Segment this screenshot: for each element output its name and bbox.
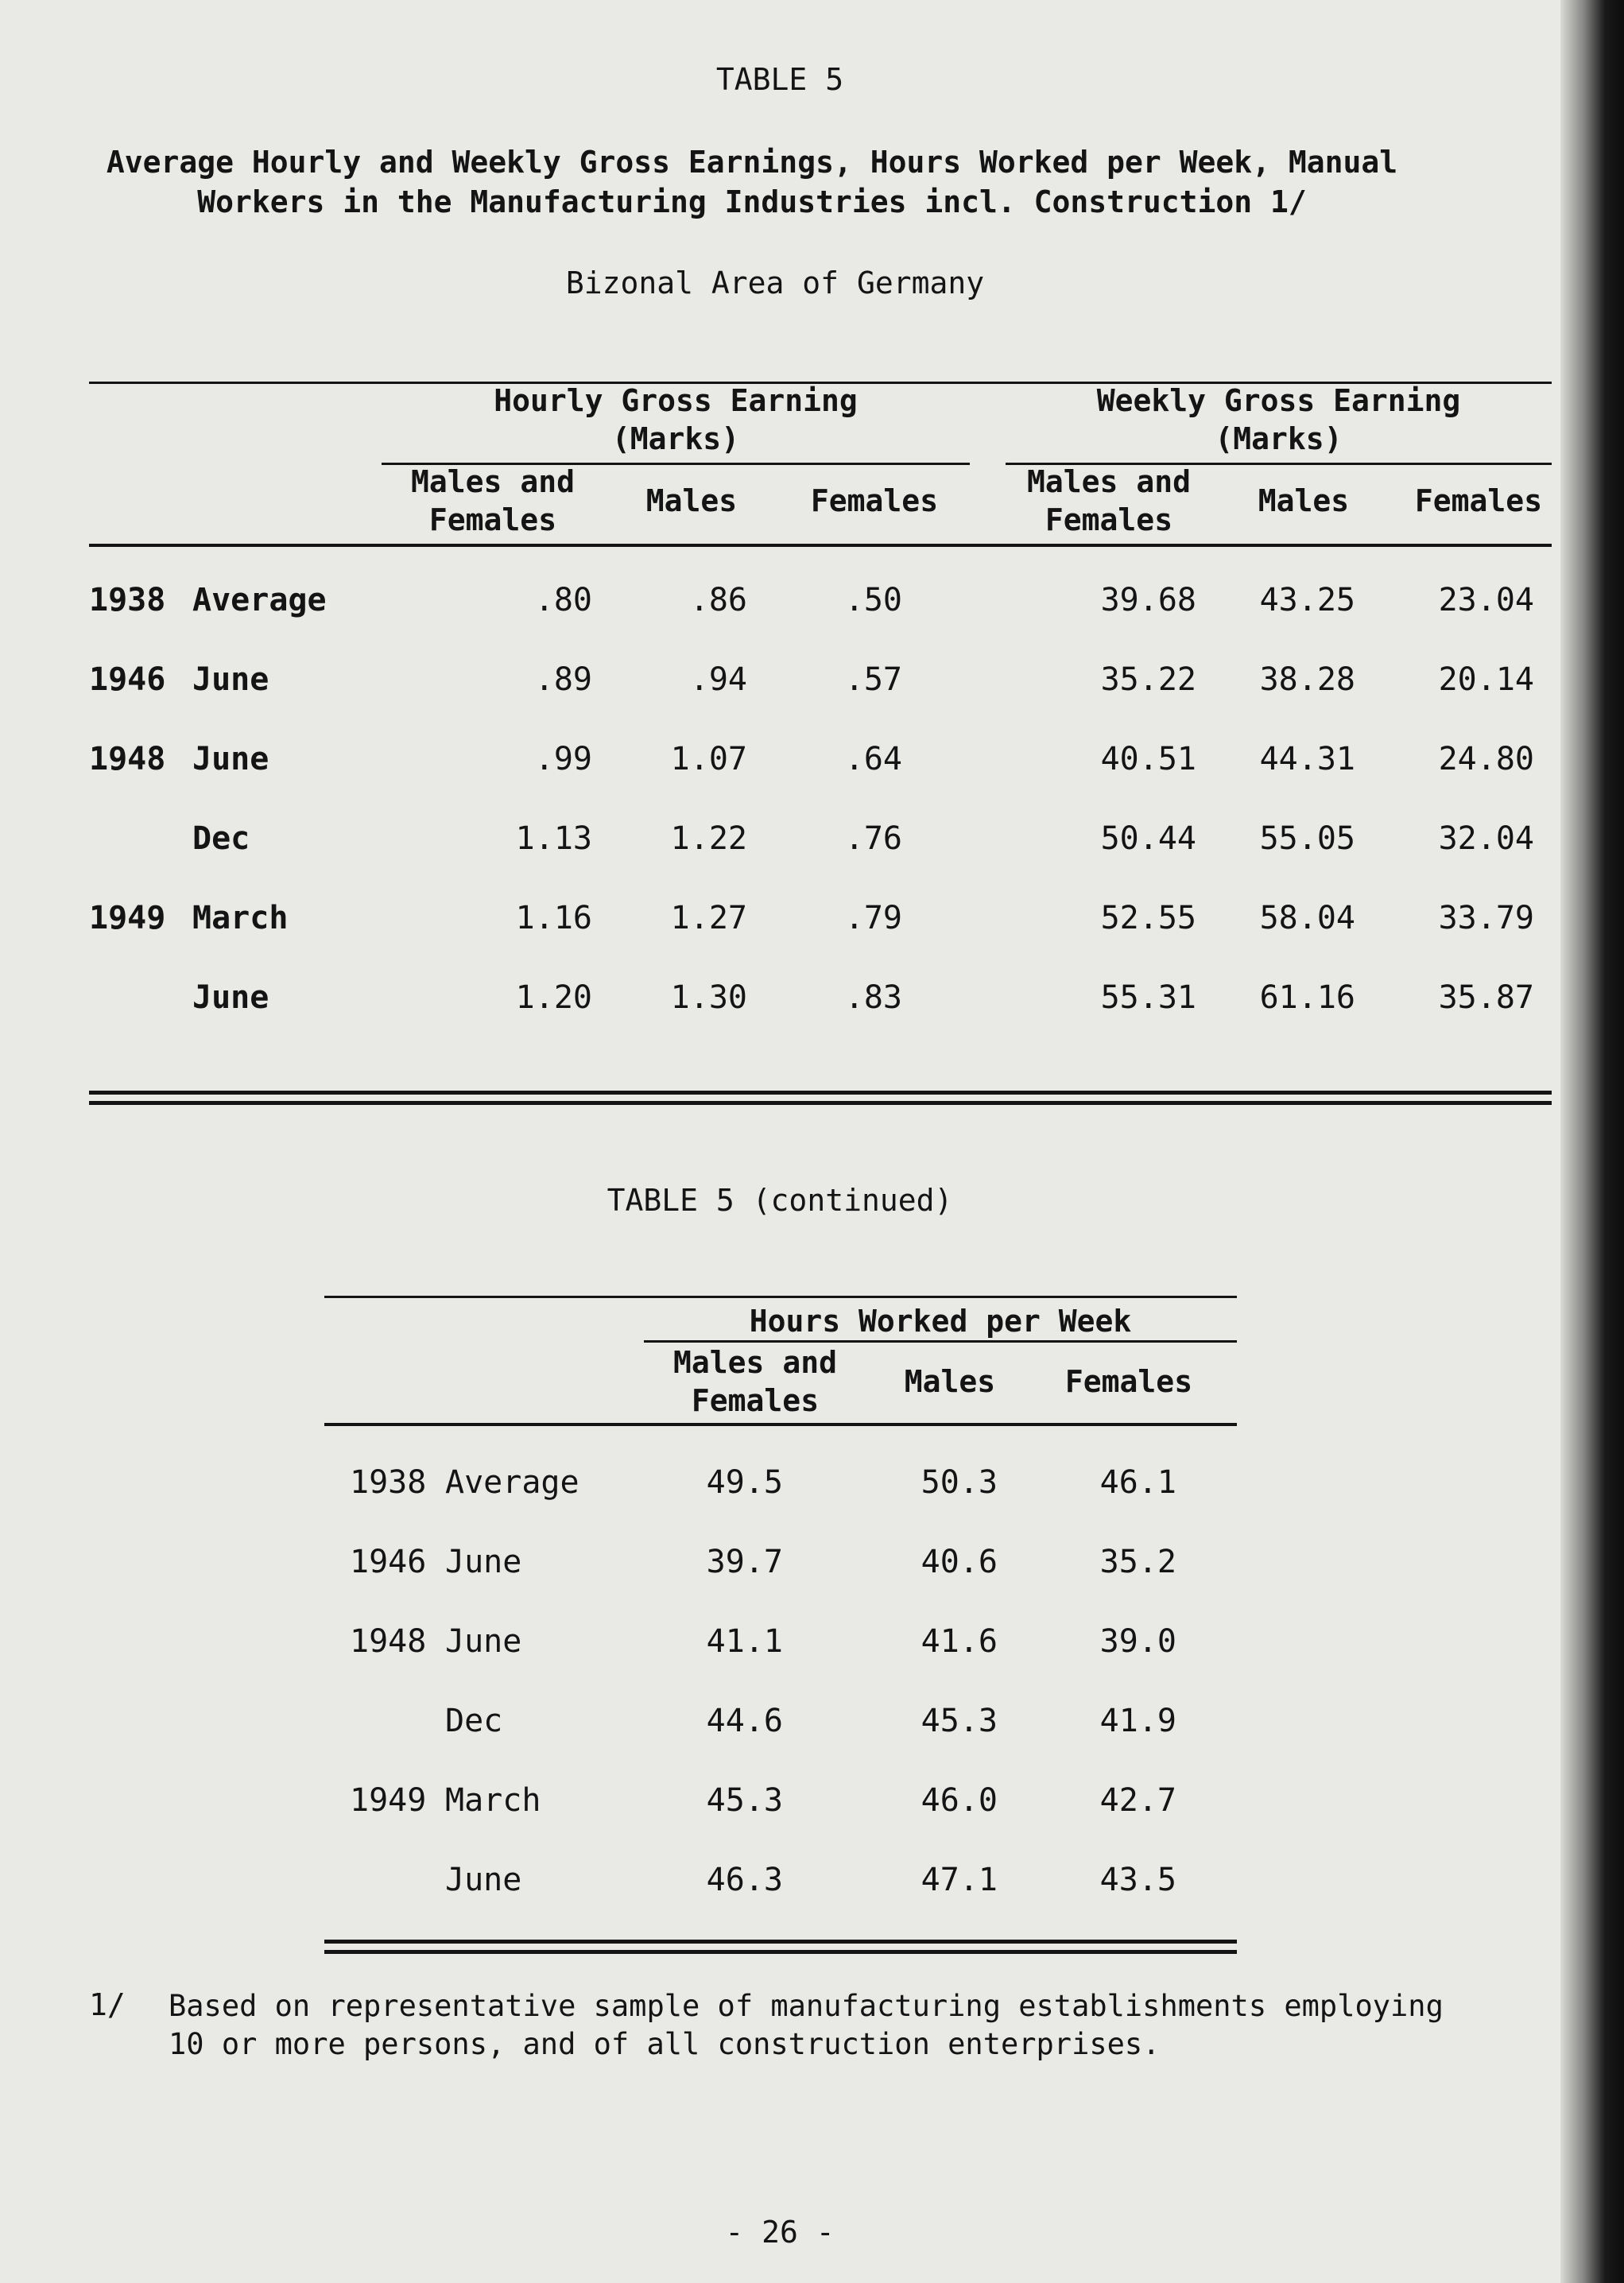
row-year: 1938 xyxy=(89,582,166,618)
cell-hourly-mf: 1.20 xyxy=(515,979,592,1016)
cell-hourly-m: .86 xyxy=(689,582,747,618)
row-year: 1946 xyxy=(350,1544,427,1580)
cell-hours-mf: 44.6 xyxy=(706,1703,783,1739)
table1-col-hourly-f: Females xyxy=(810,483,939,518)
cell-hours-f: 43.5 xyxy=(1099,1862,1176,1898)
row-year: 1948 xyxy=(350,1623,427,1660)
row-year: 1949 xyxy=(89,900,166,936)
cell-weekly-m: 43.25 xyxy=(1259,582,1355,618)
cell-hours-mf: 45.3 xyxy=(706,1782,783,1819)
cell-weekly-m: 58.04 xyxy=(1259,900,1355,936)
cell-hours-m: 50.3 xyxy=(921,1464,998,1501)
table-label: TABLE 5 xyxy=(715,62,844,97)
row-period: June xyxy=(192,979,269,1016)
cell-hours-mf: 39.7 xyxy=(706,1544,783,1580)
cell-hours-m: 41.6 xyxy=(921,1623,998,1660)
row-period: June xyxy=(445,1623,522,1660)
table2-hours-header: Hours Worked per Week xyxy=(749,1304,1132,1339)
table2-col-mf-l2: Females xyxy=(691,1383,820,1418)
cell-hourly-f: .50 xyxy=(844,582,902,618)
table2-col-m: Males xyxy=(904,1364,996,1399)
cell-weekly-f: 35.87 xyxy=(1438,979,1534,1016)
row-year: 1949 xyxy=(350,1782,427,1819)
table1-hourly-unit: (Marks) xyxy=(611,421,740,456)
cell-hours-f: 42.7 xyxy=(1099,1782,1176,1819)
cell-hourly-mf: .80 xyxy=(534,582,592,618)
footnote-marker: 1/ xyxy=(89,1987,126,2022)
cell-hours-f: 46.1 xyxy=(1099,1464,1176,1501)
row-period: Average xyxy=(445,1464,579,1501)
cell-weekly-f: 32.04 xyxy=(1438,820,1534,857)
cell-hours-f: 41.9 xyxy=(1099,1703,1176,1739)
footnote-line-1: Based on representative sample of manufacturing establishments employing xyxy=(169,1989,1444,2023)
row-period: June xyxy=(445,1862,522,1898)
row-period: June xyxy=(445,1544,522,1580)
table1-col-weekly-f: Females xyxy=(1414,483,1543,518)
cell-hourly-f: .64 xyxy=(844,741,902,777)
row-year: 1946 xyxy=(89,661,166,698)
cell-hours-mf: 49.5 xyxy=(706,1464,783,1501)
cell-hourly-mf: .99 xyxy=(534,741,592,777)
table2-top-rule xyxy=(324,1296,1237,1298)
row-year: 1938 xyxy=(350,1464,427,1501)
cell-hours-mf: 46.3 xyxy=(706,1862,783,1898)
title-line-2: Workers in the Manufacturing Industries incl. Construction 1/ xyxy=(197,184,1307,219)
cell-weekly-m: 38.28 xyxy=(1259,661,1355,698)
table1-bottom-rule-1 xyxy=(89,1091,1552,1095)
cell-weekly-mf: 50.44 xyxy=(1100,820,1196,857)
table1-bottom-rule-2 xyxy=(89,1101,1552,1105)
title-line-1: Average Hourly and Weekly Gross Earnings, Hours Worked per Week, Manual xyxy=(106,145,1398,180)
page-number: - 26 - xyxy=(725,2215,835,2250)
table1-col-hourly-mf-l1: Males and xyxy=(411,464,575,499)
table1-col-hourly-m: Males xyxy=(645,483,738,518)
row-period: June xyxy=(192,741,269,777)
row-year: 1948 xyxy=(89,741,166,777)
table1-hourly-header: Hourly Gross Earning xyxy=(494,383,858,418)
scan-page-edge-shadow xyxy=(1560,0,1624,2283)
cell-hourly-mf: 1.16 xyxy=(515,900,592,936)
table2-group-rule xyxy=(644,1340,1237,1343)
table1-col-weekly-mf-l1: Males and xyxy=(1027,464,1191,499)
row-period: June xyxy=(192,661,269,698)
cell-hours-m: 46.0 xyxy=(921,1782,998,1819)
table1-col-weekly-m: Males xyxy=(1258,483,1350,518)
cell-hours-f: 39.0 xyxy=(1099,1623,1176,1660)
table2-col-f: Females xyxy=(1064,1364,1193,1399)
cell-hours-m: 47.1 xyxy=(921,1862,998,1898)
table2-bottom-rule-1 xyxy=(324,1940,1237,1944)
row-period: March xyxy=(445,1782,541,1819)
cell-weekly-mf: 39.68 xyxy=(1100,582,1196,618)
cell-hourly-m: 1.30 xyxy=(670,979,747,1016)
row-period: Average xyxy=(192,582,327,618)
row-period: Dec xyxy=(445,1703,503,1739)
cell-weekly-mf: 35.22 xyxy=(1100,661,1196,698)
cell-weekly-mf: 55.31 xyxy=(1100,979,1196,1016)
cell-weekly-m: 55.05 xyxy=(1259,820,1355,857)
cell-weekly-m: 61.16 xyxy=(1259,979,1355,1016)
cell-weekly-m: 44.31 xyxy=(1259,741,1355,777)
cell-hourly-f: .83 xyxy=(844,979,902,1016)
footnote-line-2: 10 or more persons, and of all construction enterprises. xyxy=(169,2027,1161,2061)
table1-header-rule xyxy=(89,544,1552,547)
cell-weekly-mf: 52.55 xyxy=(1100,900,1196,936)
cell-hourly-mf: 1.13 xyxy=(515,820,592,857)
cell-hours-m: 45.3 xyxy=(921,1703,998,1739)
cell-hours-f: 35.2 xyxy=(1099,1544,1176,1580)
table1-col-weekly-mf-l2: Females xyxy=(1045,502,1173,537)
cell-weekly-mf: 40.51 xyxy=(1100,741,1196,777)
cell-hourly-m: 1.07 xyxy=(670,741,747,777)
table2-header-rule xyxy=(324,1423,1237,1426)
row-period: Dec xyxy=(192,820,250,857)
row-period: March xyxy=(192,900,289,936)
cell-hourly-m: .94 xyxy=(689,661,747,698)
table1-col-hourly-mf-l2: Females xyxy=(428,502,557,537)
cell-weekly-f: 20.14 xyxy=(1438,661,1534,698)
cell-hours-m: 40.6 xyxy=(921,1544,998,1580)
table1-weekly-header: Weekly Gross Earning xyxy=(1096,383,1461,418)
cell-hours-mf: 41.1 xyxy=(706,1623,783,1660)
cell-hourly-f: .57 xyxy=(844,661,902,698)
cell-hourly-m: 1.27 xyxy=(670,900,747,936)
subtitle: Bizonal Area of Germany xyxy=(565,266,985,300)
table2-label: TABLE 5 (continued) xyxy=(607,1183,953,1218)
cell-hourly-m: 1.22 xyxy=(670,820,747,857)
table1-weekly-unit: (Marks) xyxy=(1215,421,1343,456)
cell-weekly-f: 33.79 xyxy=(1438,900,1534,936)
cell-weekly-f: 23.04 xyxy=(1438,582,1534,618)
cell-hourly-mf: .89 xyxy=(534,661,592,698)
cell-hourly-f: .76 xyxy=(844,820,902,857)
cell-weekly-f: 24.80 xyxy=(1438,741,1534,777)
cell-hourly-f: .79 xyxy=(844,900,902,936)
table2-col-mf-l1: Males and xyxy=(673,1345,837,1380)
table2-bottom-rule-2 xyxy=(324,1950,1237,1954)
